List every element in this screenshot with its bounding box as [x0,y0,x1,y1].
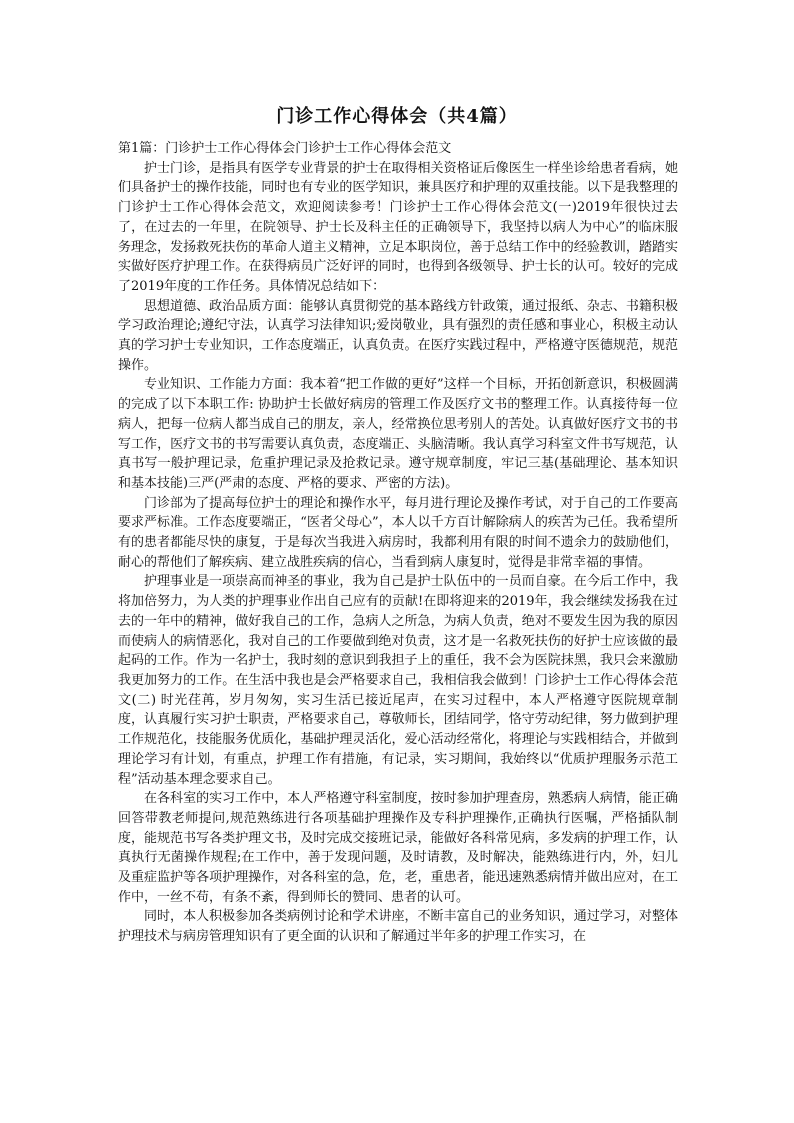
paragraph: 专业知识、工作能力方面：我本着“把工作做的更好”这样一个目标，开拓创新意识，积极圆满的完成了以下本职工作: 协助护士长做好病房的管理工作及医疗文书的整理工作。认真接待每一位病人，把每一位病人都当成自己的朋友，亲人，经常换位思考别人的苦处。认真做好医疗文书的书写工作，医疗文书的书写需要认真负责，态度端正、头脑清晰。我认真学习科室文件书写规范，认真书写一般护理记录，危重护理记录及抢救记录。遵守规章制度，牢记三基(基础理论、基本知识和基本技能)三严(严肃的态度、严格的要求、严密的方法)。 [118,377,678,491]
document-title: 门诊工作心得体会（共4篇） [276,106,518,127]
section-heading: 第1篇：门诊护士工作心得体会门诊护士工作心得体会范文 [118,141,452,156]
paragraph: 护士门诊，是指具有医学专业背景的护士在取得相关资格证后像医生一样坐诊给患者看病，她们具备护士的操作技能，同时也有专业的医学知识，兼具医疗和护理的双重技能。以下是我整理的门诊护士工作心得体会范文，欢迎阅读参考！门诊护士工作心得体会范文(一)2019年很快过去了，在过去的一年里，在院领导、护士长及科主任的正确领导下，我坚持以病人为中心”的临床服务理念，发扬救死扶伤的革命人道主义精神，立足本职岗位，善于总结工作中的经验教训，踏踏实实做好医疗护理工作。在获得病员广泛好评的同时，也得到各级领导、护士长的认可。较好的完成了2019年度的工作任务。具体情况总结如下： [118,160,678,294]
paragraph: 护理事业是一项崇高而神圣的事业，我为自己是护士队伍中的一员而自豪。在今后工作中，我将加倍努力，为人类的护理事业作出自己应有的贡献!在即将迎来的2019年，我会继续发扬我在过去的一年中的精神，做好我自己的工作，急病人之所急，为病人负责，绝对不要发生因为我的原因而使病人的病情恶化，我对自己的工作要做到绝对负责，这才是一名救死扶伤的好护士应该做的最起码的工作。作为一名护士，我时刻的意识到我担子上的重任，我不会为医院抹黑，我只会来激励我更加努力的工作。在生活中我也是会严格要求自己，我相信我会做到！门诊护士工作心得体会范文(二) 时光荏苒，岁月匆匆，实习生活已接近尾声，在实习过程中，本人严格遵守医院规章制度，认真履行实习护士职责，严格要求自己，尊敬师长，团结同学，恪守劳动纪律，努力做到护理工作规范化，技能服务优质化，基础护理灵活化，爱心活动经常化，将理论与实践相结合，并做到理论学习有计划，有重点，护理工作有措施，有记录，实习期间，我始终以“优质护理服务示范工程”活动基本理念要求自己。 [118,574,678,787]
paragraph: 门诊部为了提高每位护士的理论和操作水平，每月进行理论及操作考试，对于自己的工作要高要求严标准。工作态度要端正，“医者父母心”，本人以千方百计解除病人的疾苦为己任。我希望所有的患者都能尽快的康复，于是每次当我进入病房时，我都利用有限的时间不遗余力的鼓励他们，耐心的帮他们了解疾病、建立战胜疾病的信心，当看到病人康复时，觉得是非常幸福的事情。 [118,495,678,570]
paragraph: 思想道德、政治品质方面：能够认真贯彻党的基本路线方针政策，通过报纸、杂志、书籍积极学习政治理论;遵纪守法，认真学习法律知识;爱岗敬业，具有强烈的责任感和事业心，积极主动认真的学习护士专业知识，工作态度端正，认真负责。在医疗实践过程中，严格遵守医德规范，规范操作。 [118,298,678,373]
document-body [118,139,678,947]
paragraph: 在各科室的实习工作中，本人严格遵守科室制度，按时参加护理查房，熟悉病人病情，能正确回答带教老师提问,规范熟练进行各项基础护理操作及专科护理操作,正确执行医嘱，严格插队制度，能规范书写各类护理文书，及时完成交接班记录，能做好各科常见病，多发病的护理工作，认真执行无菌操作规程;在工作中，善于发现问题，及时请教，及时解决，能熟练进行内，外，妇儿及重症监护等各项护理操作，对各科室的急，危，老，重患者，能迅速熟悉病情并做出应对，在工作中，一丝不苟，有条不紊，得到师长的赞同、患者的认可。 [118,791,678,905]
paragraph: 同时，本人积极参加各类病例讨论和学术讲座，不断丰富自己的业务知识，通过学习，对整体护理技术与病房管理知识有了更全面的认识和了解通过半年多的护理工作实习，在 [118,909,678,945]
